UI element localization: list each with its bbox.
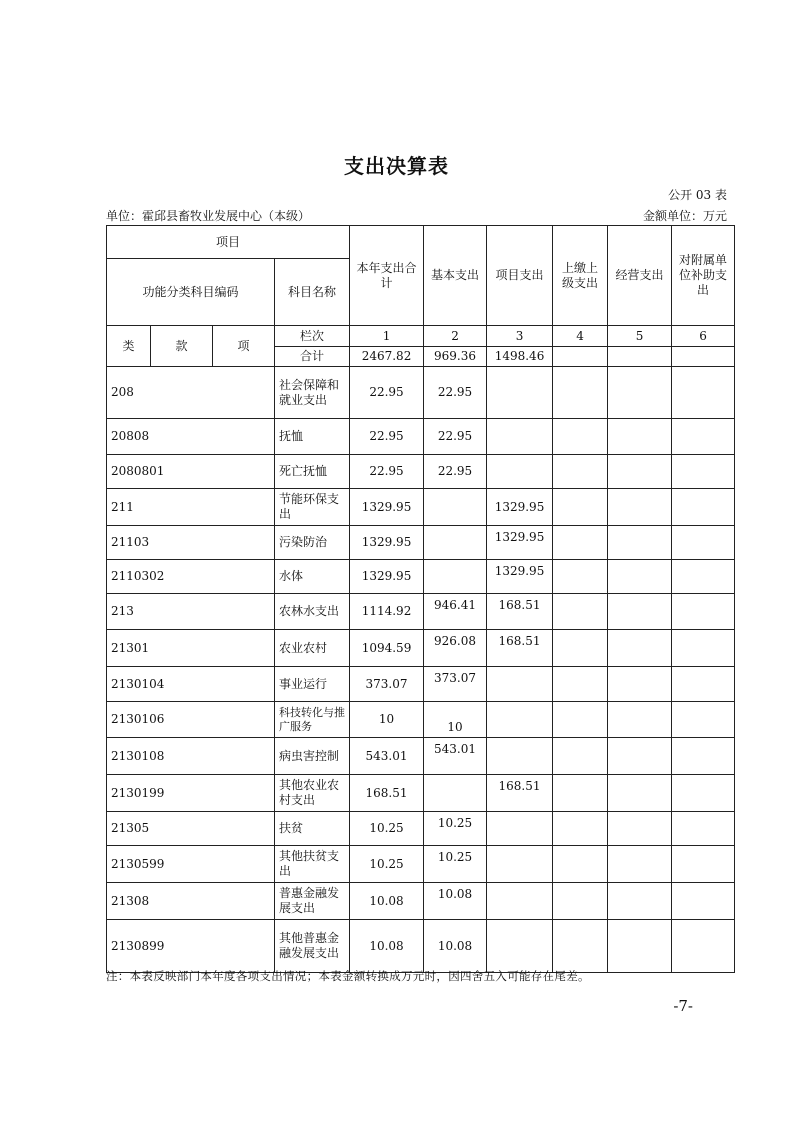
- row-col-1: 10.08: [350, 883, 424, 920]
- row-col-1: 22.95: [350, 419, 424, 455]
- header-item: 项目: [107, 226, 350, 259]
- row-name: 其他普惠金融发展支出: [275, 920, 350, 973]
- header-num-1: 1: [350, 326, 424, 347]
- row-col-3: 168.51: [487, 775, 553, 812]
- table-row: [107, 630, 735, 667]
- row-col-3: [487, 846, 553, 883]
- header-col-4: 上缴上级支出: [553, 226, 608, 326]
- row-col-3: [487, 419, 553, 455]
- total-col-2: 969.36: [424, 347, 487, 367]
- header-col-1: 本年支出合计: [350, 226, 424, 326]
- row-col-2: 22.95: [424, 455, 487, 489]
- row-col-3: [487, 812, 553, 846]
- total-col-6: [672, 347, 735, 367]
- row-col-1: 10.25: [350, 812, 424, 846]
- row-col-1: 1329.95: [350, 560, 424, 594]
- row-col-2: 10.25: [424, 846, 487, 883]
- row-name: 社会保障和就业支出: [275, 367, 350, 419]
- table-row: [107, 560, 735, 594]
- row-name: 扶贫: [275, 812, 350, 846]
- row-name: 病虫害控制: [275, 738, 350, 775]
- header-num-3: 3: [487, 326, 553, 347]
- row-col-2: 22.95: [424, 419, 487, 455]
- row-col-3: 1329.95: [487, 526, 553, 560]
- row-name: 死亡抚恤: [275, 455, 350, 489]
- table-row: [107, 667, 735, 702]
- table-row: [107, 846, 735, 883]
- footnote: 注：本表反映部门本年度各项支出情况；本表金额转换成万元时，因四舍五入可能存在尾差。: [106, 969, 590, 983]
- row-code: 211: [107, 489, 275, 526]
- row-col-2: 10: [424, 702, 487, 738]
- header-subject-name: 科目名称: [275, 259, 350, 326]
- table-row: [107, 455, 735, 489]
- table-row: [107, 367, 735, 419]
- row-name: 农业农村: [275, 630, 350, 667]
- row-col-2: 10.25: [424, 812, 487, 846]
- row-name: 污染防治: [275, 526, 350, 560]
- row-col-3: [487, 667, 553, 702]
- row-col-3: [487, 883, 553, 920]
- total-col-5: [608, 347, 672, 367]
- row-col-1: 22.95: [350, 367, 424, 419]
- total-col-1: 2467.82: [350, 347, 424, 367]
- row-col-2: 926.08: [424, 630, 487, 667]
- table-row: [107, 419, 735, 455]
- header-lanci: 栏次: [275, 326, 350, 347]
- table-row: [107, 775, 735, 812]
- row-code: 21305: [107, 812, 275, 846]
- page-number: -7-: [673, 997, 693, 1015]
- row-name: 科技转化与推广服务: [275, 702, 350, 738]
- header-col-3: 项目支出: [487, 226, 553, 326]
- row-code: 2110302: [107, 560, 275, 594]
- row-col-3: [487, 367, 553, 419]
- table-row: [107, 812, 735, 846]
- row-code: 2080801: [107, 455, 275, 489]
- row-col-3: 1329.95: [487, 489, 553, 526]
- row-name: 其他扶贫支出: [275, 846, 350, 883]
- row-col-3: [487, 920, 553, 973]
- row-col-1: 10.08: [350, 920, 424, 973]
- header-kuan: 款: [151, 326, 213, 367]
- money-unit-label: 金额单位：万元: [642, 209, 727, 223]
- row-code: 213: [107, 594, 275, 630]
- row-code: 2130106: [107, 702, 275, 738]
- row-col-1: 22.95: [350, 455, 424, 489]
- row-col-2: 373.07: [424, 667, 487, 702]
- unit-label: 单位：霍邱县畜牧业发展中心（本级）: [106, 209, 311, 223]
- row-col-2: [424, 560, 487, 594]
- row-name: 事业运行: [275, 667, 350, 702]
- row-code: 2130199: [107, 775, 275, 812]
- row-col-2: 946.41: [424, 594, 487, 630]
- table-row: [107, 489, 735, 526]
- row-code: 208: [107, 367, 275, 419]
- form-number: 公开 03 表: [668, 188, 727, 202]
- table-row: [107, 526, 735, 560]
- row-col-1: 10: [350, 702, 424, 738]
- row-col-2: 10.08: [424, 883, 487, 920]
- row-name: 抚恤: [275, 419, 350, 455]
- row-code: 21103: [107, 526, 275, 560]
- total-label: 合计: [275, 347, 350, 367]
- header-col-6: 对附属单位补助支出: [672, 226, 735, 326]
- expenditure-table: [106, 225, 735, 973]
- row-code: 2130599: [107, 846, 275, 883]
- row-col-1: 1114.92: [350, 594, 424, 630]
- row-code: 2130899: [107, 920, 275, 973]
- row-name: 农林水支出: [275, 594, 350, 630]
- row-col-1: 1329.95: [350, 489, 424, 526]
- row-col-1: 10.25: [350, 846, 424, 883]
- total-col-3: 1498.46: [487, 347, 553, 367]
- row-col-2: [424, 489, 487, 526]
- total-col-4: [553, 347, 608, 367]
- header-xiang: 项: [213, 326, 275, 367]
- row-col-1: 1329.95: [350, 526, 424, 560]
- row-col-1: 373.07: [350, 667, 424, 702]
- row-col-1: 1094.59: [350, 630, 424, 667]
- row-name: 普惠金融发展支出: [275, 883, 350, 920]
- header-lei: 类: [107, 326, 151, 367]
- row-name: 水体: [275, 560, 350, 594]
- page-title: 支出决算表: [344, 154, 449, 178]
- table-row: [107, 738, 735, 775]
- row-col-2: [424, 526, 487, 560]
- row-code: 20808: [107, 419, 275, 455]
- row-col-2: 10.08: [424, 920, 487, 973]
- table-row: [107, 594, 735, 630]
- header-num-5: 5: [608, 326, 672, 347]
- table-row: [107, 883, 735, 920]
- row-col-1: 543.01: [350, 738, 424, 775]
- row-col-1: 168.51: [350, 775, 424, 812]
- row-code: 21301: [107, 630, 275, 667]
- table-row: [107, 702, 735, 738]
- header-func-code: 功能分类科目编码: [107, 259, 275, 326]
- row-col-2: [424, 775, 487, 812]
- header-col-2: 基本支出: [424, 226, 487, 326]
- row-code: 21308: [107, 883, 275, 920]
- row-col-3: 1329.95: [487, 560, 553, 594]
- row-name: 其他农业农村支出: [275, 775, 350, 812]
- row-col-2: 22.95: [424, 367, 487, 419]
- row-col-2: 543.01: [424, 738, 487, 775]
- row-col-3: [487, 455, 553, 489]
- row-col-3: [487, 738, 553, 775]
- row-col-3: 168.51: [487, 630, 553, 667]
- header-num-4: 4: [553, 326, 608, 347]
- row-col-3: [487, 702, 553, 738]
- header-num-2: 2: [424, 326, 487, 347]
- header-col-5: 经营支出: [608, 226, 672, 326]
- row-name: 节能环保支出: [275, 489, 350, 526]
- row-code: 2130108: [107, 738, 275, 775]
- header-num-6: 6: [672, 326, 735, 347]
- row-code: 2130104: [107, 667, 275, 702]
- table-row: [107, 920, 735, 973]
- row-col-3: 168.51: [487, 594, 553, 630]
